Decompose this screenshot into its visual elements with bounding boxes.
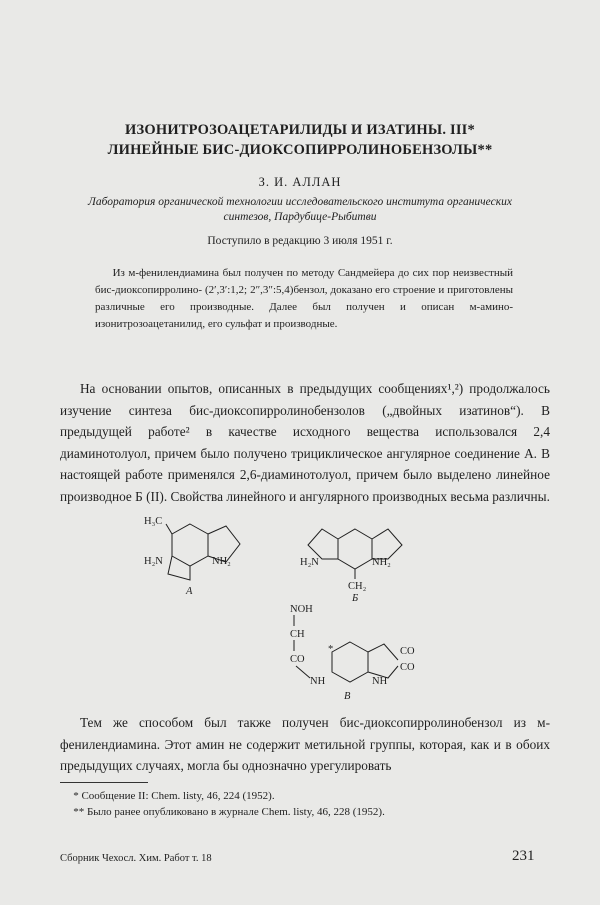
structure-b-label: Б xyxy=(352,593,359,604)
structure-v-ch: CH xyxy=(290,629,305,640)
structure-a-amine-right: NH₂ xyxy=(212,556,231,567)
structure-v-benzene-ring xyxy=(332,642,368,682)
structure-a-methyl-bond xyxy=(166,524,172,534)
affiliation xyxy=(40,195,560,225)
structure-b xyxy=(300,515,430,605)
structure-v-star: * xyxy=(328,644,334,655)
structure-v-ring-upper xyxy=(368,644,398,660)
footnote-1: * Сообщение II: Chem. listy, 46, 224 (1952). xyxy=(73,790,275,802)
affiliation-line-2: синтезов, Пардубице-Рыбитви xyxy=(223,211,377,223)
title-line-1: ИЗОНИТРОЗОАЦЕТАРИЛИДЫ И ИЗАТИНЫ. III* xyxy=(125,122,475,138)
structure-v-nh-left: NH xyxy=(310,676,326,687)
abstract: Из м-фенилендиамина был получен по методу Сандмейера до сих пор неизвестный бис-диоксопирролино- (2′,3′:1,2; 2″,3″:5,4)бензол, доказано его строение и приготовлены различные его производные. Далее был получен и описан м-амино-изонитрозоацетанилид, его сульфат и производные. xyxy=(95,267,513,330)
structure-a xyxy=(140,512,270,602)
structure-v xyxy=(280,600,460,705)
journal-footer: Сборник Чехосл. Хим. Работ т. 18 xyxy=(60,853,212,864)
structure-b-amine-right: NH₂ xyxy=(372,557,391,568)
structure-b-methyl: CH₂ xyxy=(348,581,367,592)
structure-v-bond-3 xyxy=(296,666,310,678)
paragraph-1: На основании опытов, описанных в предыдущих сообщениях¹,²) продолжалось изучение синтеза бис-диоксопирролинобензолов („двойных изатинов“). В предыдущей работе² в качестве исходного вещества использовался 2,4 диаминотолуол, причем было получено трициклическое ангулярное соединение А. В настоящей работе применялся 2,6-диаминотолуол, причем было выделено линейное производное Б (II). Свойства линейного и ангулярного производных весьма различны. xyxy=(60,381,550,504)
structure-a-amine-left: H₂N xyxy=(144,556,163,567)
footnote-2: ** Было ранее опубликовано в журнале Chem. listy, 46, 228 (1952). xyxy=(73,806,385,818)
structure-v-co-top: CO xyxy=(400,646,415,657)
structure-a-methyl: H₃C xyxy=(144,516,163,527)
article-title xyxy=(40,120,560,160)
structure-v-oxime: NOH xyxy=(290,604,313,615)
structure-b-benzene-ring xyxy=(338,529,372,569)
structure-b-right-ring xyxy=(372,529,402,559)
structure-v-nh-ring: NH xyxy=(372,676,388,687)
structure-b-amine-left: H₂N xyxy=(300,557,319,568)
structure-v-co-bottom: CO xyxy=(400,662,415,673)
structure-v-co-chain: CO xyxy=(290,654,305,665)
structure-b-left-ring xyxy=(308,529,338,559)
received-date: Поступило в редакцию 3 июля 1951 г. xyxy=(207,235,393,247)
affiliation-line-1: Лаборатория органической технологии исследовательского института органических xyxy=(88,196,512,208)
title-line-2: ЛИНЕЙНЫЕ БИС-ДИОКСОПИРРОЛИНОБЕНЗОЛЫ** xyxy=(107,142,493,158)
paragraph-2: Тем же способом был также получен бис-диоксопирролинобензол из м-фенилендиамина. Этот амин не содержит метильной группы, которая, как и в обоих предыдущих случаях, могла бы однозначно урегулировать xyxy=(60,715,550,773)
structure-a-benzene-ring xyxy=(172,524,208,566)
author-name: З. И. АЛЛАН xyxy=(258,175,342,189)
footnote-divider xyxy=(60,782,148,783)
structure-a-label: А xyxy=(186,586,193,597)
page-number: 231 xyxy=(512,848,535,864)
structure-v-label: В xyxy=(344,691,351,702)
